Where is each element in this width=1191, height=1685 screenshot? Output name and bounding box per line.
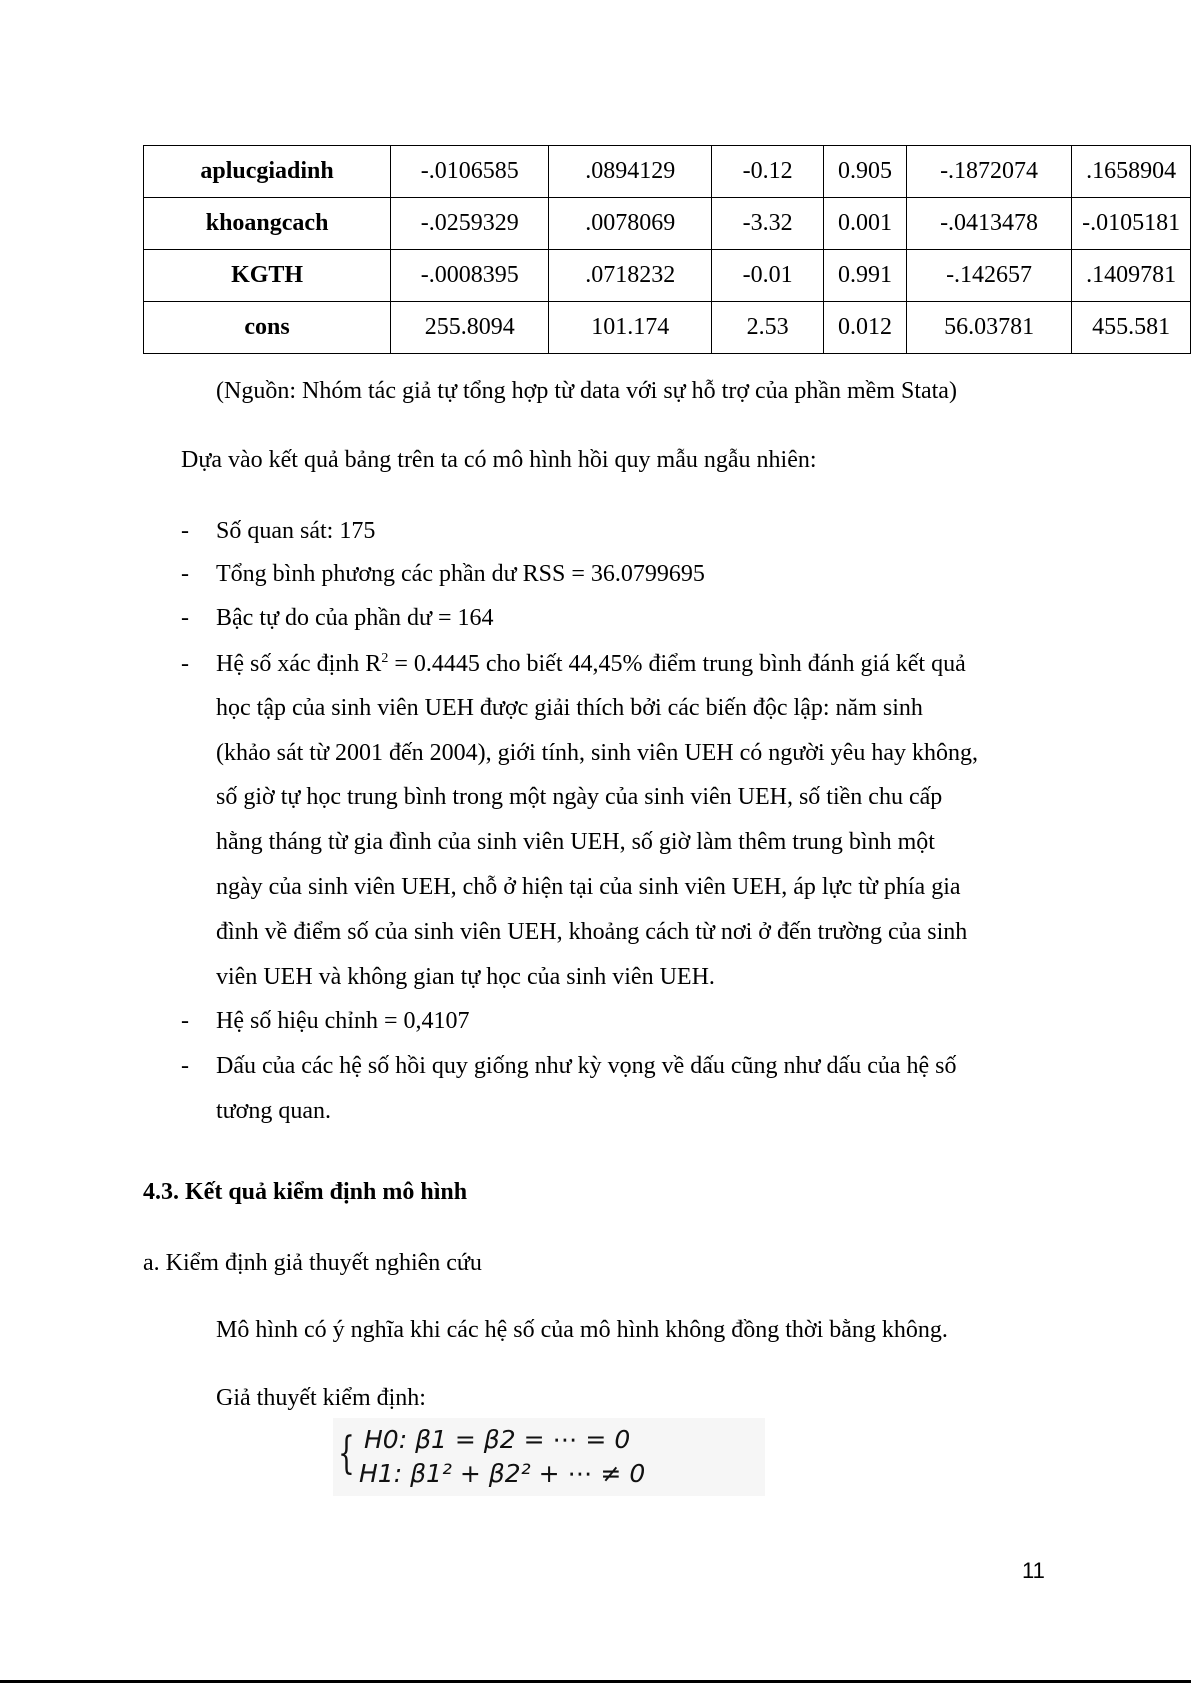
table-value-cell: 0.012 (824, 302, 907, 354)
coefficient-signs-line: tương quan. (216, 1098, 332, 1124)
table-value-cell: .0894129 (549, 146, 712, 198)
table-value-cell: -.1872074 (906, 146, 1071, 198)
r-squared-line: hằng tháng từ gia đình của sinh viên UEH, số giờ làm thêm trung bình một (216, 829, 935, 855)
bottom-border (0, 1680, 1191, 1683)
bullet-dash: - (181, 651, 189, 677)
table-value-cell: 455.581 (1072, 302, 1191, 354)
intro-paragraph: Dựa vào kết quả bảng trên ta có mô hình hồi quy mẫu ngẫu nhiên: (181, 447, 817, 473)
bullet-observations: Số quan sát: 175 (216, 518, 376, 544)
bullet-dash: - (181, 518, 189, 544)
table-value-cell: .1658904 (1072, 146, 1191, 198)
table-value-cell: -0.12 (712, 146, 824, 198)
table-value-cell: 0.905 (824, 146, 907, 198)
formula-h1: H1: β1² + β2² + ⋯ ≠ 0 (359, 1459, 646, 1488)
variable-name-cell: khoangcach (144, 198, 391, 250)
bullet-dash: - (181, 1053, 189, 1079)
table-value-cell: 56.03781 (906, 302, 1071, 354)
variable-name-cell: cons (144, 302, 391, 354)
variable-name-cell: aplucgiadinh (144, 146, 391, 198)
section-heading: 4.3. Kết quả kiểm định mô hình (143, 1179, 468, 1205)
table-value-cell: -.0259329 (391, 198, 549, 250)
r-squared-line: viên UEH và không gian tự học của sinh viên UEH. (216, 964, 715, 990)
table-value-cell: -.0106585 (391, 146, 549, 198)
table-value-cell: 2.53 (712, 302, 824, 354)
subsection-heading: a. Kiểm định giả thuyết nghiên cứu (143, 1250, 482, 1276)
table-value-cell: .0718232 (549, 250, 712, 302)
r-squared-line: học tập của sinh viên UEH được giải thích bởi các biến độc lập: năm sinh (216, 695, 923, 721)
table-value-cell: -.0008395 (391, 250, 549, 302)
r-squared-line: (khảo sát từ 2001 đến 2004), giới tính, sinh viên UEH có người yêu hay không, (216, 740, 978, 766)
bullet-adjusted-r-squared: Hệ số hiệu chỉnh = 0,4107 (216, 1008, 470, 1034)
hypothesis-formula (333, 1418, 765, 1496)
table-value-cell: 255.8094 (391, 302, 549, 354)
table-value-cell: -.0105181 (1072, 198, 1191, 250)
bullet-coefficient-signs: Dấu của các hệ số hồi quy giống như kỳ vọng về dấu cũng như dấu của hệ số (216, 1053, 957, 1079)
bullet-r-squared (216, 649, 966, 679)
table-value-cell: -0.01 (712, 250, 824, 302)
r-squared-line: đình về điểm số của sinh viên UEH, khoảng cách từ nơi ở đến trường của sinh (216, 919, 968, 945)
table-value-cell: .0078069 (549, 198, 712, 250)
r-squared-rest: = 0.4445 cho biết 44,45% điểm trung bình đánh giá kết quả (388, 651, 966, 677)
variable-name-cell: KGTH (144, 250, 391, 302)
r-squared-line: số giờ tự học trung bình trong một ngày của sinh viên UEH, số tiền chu cấp (216, 784, 943, 810)
bullet-dash: - (181, 605, 189, 631)
table-value-cell: -3.32 (712, 198, 824, 250)
regression-table (143, 145, 1191, 354)
bullet-rss: Tổng bình phương các phần dư RSS = 36.0799695 (216, 561, 705, 587)
formula-h0: H0: β1 = β2 = ⋯ = 0 (364, 1425, 631, 1454)
table-row (144, 198, 1191, 250)
hypothesis-label: Giả thuyết kiểm định: (216, 1385, 426, 1411)
bullet-degrees-of-freedom: Bậc tự do của phần dư = 164 (216, 605, 494, 631)
bullet-dash: - (181, 561, 189, 587)
table-row (144, 250, 1191, 302)
r-squared-prefix: Hệ số xác định R (216, 651, 382, 677)
table-source-note: (Nguồn: Nhóm tác giả tự tổng hợp từ data với sự hỗ trợ của phần mềm Stata) (216, 378, 957, 404)
table-row (144, 302, 1191, 354)
formula-brace: { (338, 1428, 355, 1479)
model-significance-paragraph: Mô hình có ý nghĩa khi các hệ số của mô hình không đồng thời bằng không. (216, 1317, 948, 1343)
r-squared-line: ngày của sinh viên UEH, chỗ ở hiện tại của sinh viên UEH, áp lực từ phía gia (216, 874, 961, 900)
table-value-cell: .1409781 (1072, 250, 1191, 302)
table-row (144, 146, 1191, 198)
table-value-cell: -.142657 (906, 250, 1071, 302)
table-value-cell: 0.001 (824, 198, 907, 250)
table-value-cell: -.0413478 (906, 198, 1071, 250)
bullet-dash: - (181, 1008, 189, 1034)
table-value-cell: 0.991 (824, 250, 907, 302)
r-squared-superscript: 2 (381, 651, 389, 666)
page-number: 11 (1022, 1558, 1045, 1583)
table-value-cell: 101.174 (549, 302, 712, 354)
